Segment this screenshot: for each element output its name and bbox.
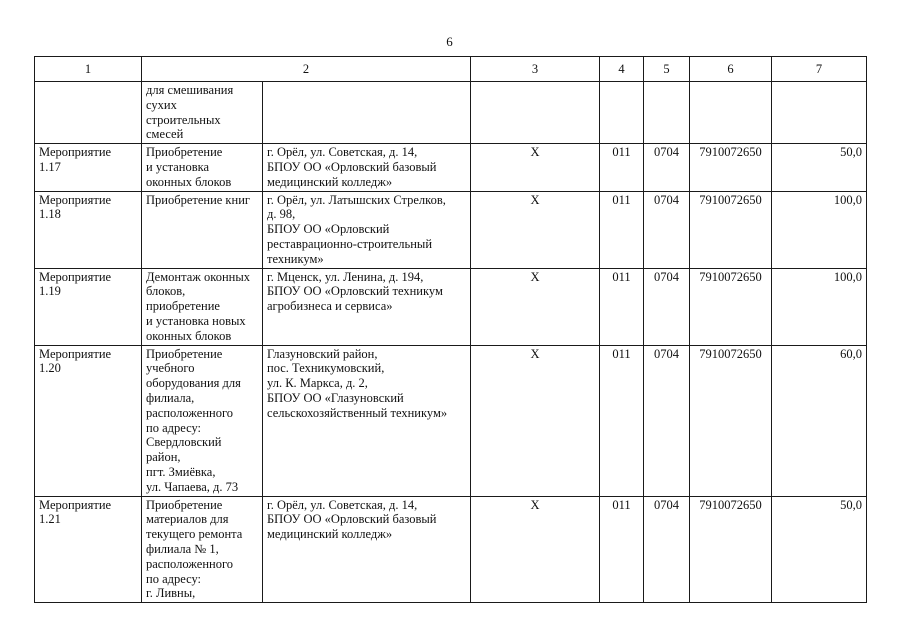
activity-description-cell-line: по адресу: (146, 571, 202, 586)
activity-id-cell-line: 1.20 (39, 361, 61, 376)
institution-address-cell-line: ул. К. Маркса, д. 2, (267, 376, 368, 391)
activity-id-cell-line: Мероприятие (39, 145, 112, 160)
activity-description-cell (142, 345, 263, 496)
mark-cell: Х (471, 345, 600, 496)
institution-address-cell-line: сельскохозяйственный техникум» (267, 405, 448, 420)
activity-description-cell-line: приобретение (146, 299, 220, 314)
institution-address-cell (263, 268, 471, 345)
mark-cell (471, 82, 600, 144)
header-row (35, 57, 867, 82)
header-col-3: 3 (471, 57, 600, 82)
activity-id-cell (35, 268, 142, 345)
section-code-cell: 0704 (644, 496, 690, 603)
budget-table (34, 56, 867, 603)
activity-description-cell (142, 496, 263, 603)
institution-address-cell (263, 191, 471, 268)
activity-description-cell-line: смесей (146, 127, 184, 142)
activity-description-cell-line: ул. Чапаева, д. 73 (146, 479, 239, 494)
table-row (35, 82, 867, 144)
code-cell: 011 (600, 268, 644, 345)
institution-address-cell-line: г. Орёл, ул. Советская, д. 14, (267, 497, 418, 512)
activity-id-cell-line: Мероприятие (39, 497, 112, 512)
institution-address-cell-line: БПОУ ОО «Орловский базовый (267, 512, 437, 527)
code-cell: 011 (600, 496, 644, 603)
activity-description-cell-line: текущего ремонта (146, 527, 243, 542)
activity-description-cell-line: Приобретение (146, 145, 223, 160)
institution-address-cell (263, 82, 471, 144)
amount-cell: 60,0 (772, 345, 867, 496)
header-col-5: 5 (644, 57, 690, 82)
activity-id-cell-line: 1.21 (39, 512, 61, 527)
institution-address-cell-line: реставрационно-строительный (267, 236, 433, 251)
activity-description-cell-line: блоков, (146, 284, 186, 299)
activity-description-cell (142, 144, 263, 191)
header-col-6: 6 (690, 57, 772, 82)
activity-description-cell-line: оконных блоков (146, 328, 232, 343)
activity-id-cell (35, 345, 142, 496)
activity-description-cell-line: пгт. Змиёвка, (146, 464, 216, 479)
institution-address-cell-line: г. Мценск, ул. Ленина, д. 194, (267, 269, 424, 284)
activity-id-cell-line: Мероприятие (39, 269, 112, 284)
target-code-cell: 7910072650 (690, 144, 772, 191)
header-col-4: 4 (600, 57, 644, 82)
institution-address-cell-line: БПОУ ОО «Орловский (267, 222, 390, 237)
institution-address-cell-line: г. Орёл, ул. Латышских Стрелков, (267, 192, 446, 207)
activity-description-cell (142, 191, 263, 268)
amount-cell: 50,0 (772, 144, 867, 191)
page-number: 6 (446, 34, 453, 49)
amount-cell: 100,0 (772, 191, 867, 268)
section-code-cell: 0704 (644, 191, 690, 268)
institution-address-cell-line: д. 98, (267, 207, 296, 222)
header-col-2: 2 (142, 57, 471, 82)
table-body (35, 82, 867, 603)
target-code-cell: 7910072650 (690, 268, 772, 345)
amount-cell (772, 82, 867, 144)
target-code-cell (690, 82, 772, 144)
activity-description-cell-line: филиала № 1, (146, 541, 219, 556)
activity-description-cell-line: г. Ливны, (146, 586, 196, 601)
mark-cell: Х (471, 144, 600, 191)
table-row (35, 496, 867, 603)
activity-description-cell-line: и установка новых (146, 313, 246, 328)
institution-address-cell (263, 144, 471, 191)
activity-id-cell-line: Мероприятие (39, 192, 112, 207)
activity-description-cell-line: Приобретение (146, 497, 223, 512)
activity-description-cell-line: оборудования для (146, 376, 241, 391)
section-code-cell: 0704 (644, 345, 690, 496)
activity-id-cell-line: 1.18 (39, 207, 61, 222)
target-code-cell: 7910072650 (690, 191, 772, 268)
table-row (35, 144, 867, 191)
activity-description-cell-line: Приобретение (146, 346, 223, 361)
activity-id-cell (35, 496, 142, 603)
header-col-7: 7 (772, 57, 867, 82)
header-col-1: 1 (35, 57, 142, 82)
section-code-cell (644, 82, 690, 144)
activity-description-cell-line: учебного (146, 361, 195, 376)
mark-cell: Х (471, 268, 600, 345)
code-cell (600, 82, 644, 144)
activity-description-cell-line: строительных (146, 112, 221, 127)
institution-address-cell-line: техникум» (267, 251, 324, 266)
activity-id-cell (35, 82, 142, 144)
mark-cell: Х (471, 191, 600, 268)
activity-description-cell (142, 268, 263, 345)
institution-address-cell-line: пос. Техникумовский, (267, 361, 385, 376)
target-code-cell: 7910072650 (690, 345, 772, 496)
code-cell: 011 (600, 191, 644, 268)
activity-id-cell (35, 144, 142, 191)
amount-cell: 100,0 (772, 268, 867, 345)
activity-description-cell-line: Приобретение книг (146, 192, 251, 207)
institution-address-cell-line: БПОУ ОО «Орловский базовый (267, 159, 437, 174)
activity-description-cell-line: по адресу: (146, 420, 202, 435)
amount-cell: 50,0 (772, 496, 867, 603)
activity-description-cell-line: расположенного (146, 405, 234, 420)
activity-id-cell-line: 1.17 (39, 159, 61, 174)
institution-address-cell-line: Глазуновский район, (267, 346, 378, 361)
activity-description-cell-line: Свердловский (146, 435, 222, 450)
target-code-cell: 7910072650 (690, 496, 772, 603)
activity-id-cell (35, 191, 142, 268)
institution-address-cell-line: БПОУ ОО «Глазуновский (267, 390, 404, 405)
activity-description-cell-line: материалов для (146, 512, 229, 527)
table-row (35, 345, 867, 496)
section-code-cell: 0704 (644, 144, 690, 191)
activity-description-cell-line: и установка (146, 159, 210, 174)
table-row (35, 268, 867, 345)
section-code-cell: 0704 (644, 268, 690, 345)
activity-description-cell-line: оконных блоков (146, 174, 232, 189)
mark-cell: Х (471, 496, 600, 603)
activity-id-cell-line: Мероприятие (39, 346, 112, 361)
activity-description-cell-line: сухих (146, 97, 177, 112)
institution-address-cell-line: г. Орёл, ул. Советская, д. 14, (267, 145, 418, 160)
activity-description-cell-line: филиала, (146, 390, 195, 405)
activity-description-cell (142, 82, 263, 144)
institution-address-cell (263, 496, 471, 603)
activity-id-cell-line: 1.19 (39, 284, 61, 299)
code-cell: 011 (600, 144, 644, 191)
activity-description-cell-line: расположенного (146, 556, 234, 571)
activity-description-cell-line: район, (146, 450, 181, 465)
institution-address-cell-line: медицинский колледж» (267, 174, 393, 189)
institution-address-cell-line: БПОУ ОО «Орловский техникум (267, 284, 443, 299)
institution-address-cell-line: агробизнеса и сервиса» (267, 299, 393, 314)
activity-description-cell-line: для смешивания (146, 83, 234, 97)
institution-address-cell (263, 345, 471, 496)
table-row (35, 191, 867, 268)
institution-address-cell-line: медицинский колледж» (267, 527, 393, 542)
activity-description-cell-line: Демонтаж оконных (146, 269, 250, 284)
code-cell: 011 (600, 345, 644, 496)
